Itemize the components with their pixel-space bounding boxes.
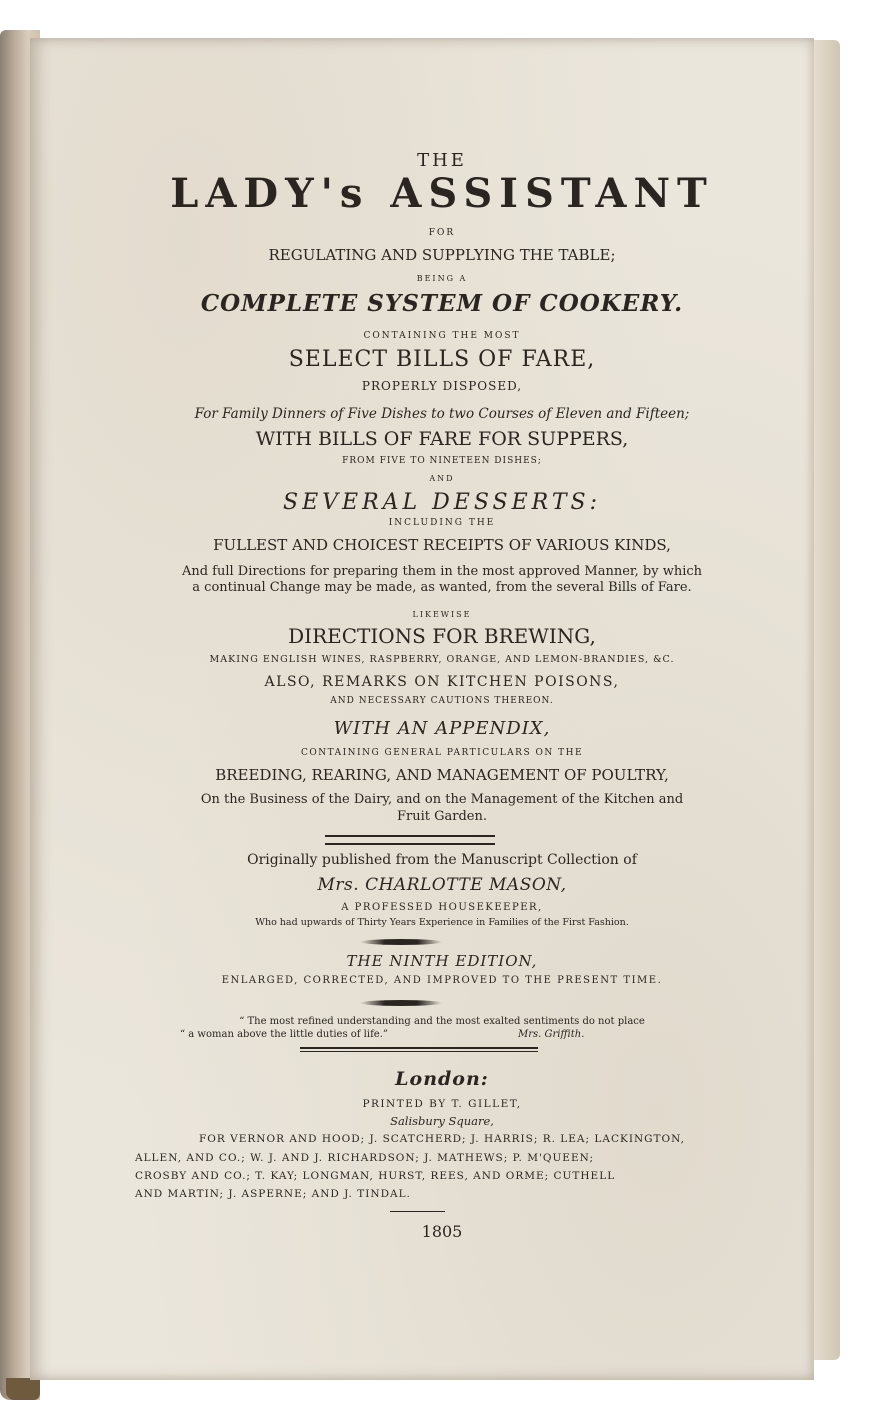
book-cover-corner (6, 1378, 40, 1400)
fullest-line: FULLEST AND CHOICEST RECEIPTS OF VARIOUS KINDS, (213, 536, 671, 554)
directions-line-2: a continual Change may be made, as wanted, from the several Bills of Fare. (192, 580, 692, 595)
year-rule (390, 1211, 445, 1212)
year-line: 1805 (421, 1222, 463, 1241)
title-page (30, 38, 814, 1380)
main-title: LADY's ASSISTANT (170, 170, 714, 217)
appendix-line: WITH AN APPENDIX, (333, 718, 551, 739)
being-a-line: BEING A (416, 274, 468, 283)
ornament-2 (360, 1000, 442, 1006)
author-line: Mrs. CHARLOTTE MASON, (317, 875, 567, 895)
properly-disposed-line: PROPERLY DISPOSED, (361, 379, 523, 393)
edition-line: THE NINTH EDITION, (346, 952, 538, 970)
kitchen-poisons-line: ALSO, REMARKS ON KITCHEN POISONS, (264, 674, 620, 690)
with-bills-line: WITH BILLS OF FARE FOR SUPPERS, (255, 428, 629, 450)
ornamental-rule-1 (325, 835, 495, 845)
booksellers-line-4: AND MARTIN; J. ASPERNE; AND J. TINDAL. (135, 1188, 411, 1200)
experience-line: Who had upwards of Thirty Years Experience in Families of the First Fashion. (255, 917, 629, 928)
general-particulars-line: CONTAINING GENERAL PARTICULARS ON THE (300, 748, 584, 758)
from-five-line: FROM FIVE TO NINETEEN DISHES; (342, 456, 542, 466)
containing-most-line: CONTAINING THE MOST (363, 331, 521, 341)
quote-line-1: “ The most refined understanding and the most exalted sentiments do not place (239, 1016, 645, 1027)
directions-line-1: And full Directions for preparing them in the most approved Manner, by which (181, 564, 703, 579)
booksellers-line-2: ALLEN, AND CO.; W. J. AND J. RICHARDSON; J. MATHEWS; P. M'QUEEN; (135, 1152, 594, 1164)
and-line: AND (429, 474, 455, 483)
english-wines-line: MAKING ENGLISH WINES, RASPBERRY, ORANGE, AND LEMON-BRANDIES, &C. (209, 654, 675, 665)
enlarged-line: ENLARGED, CORRECTED, AND IMPROVED TO THE PRESENT TIME. (221, 975, 663, 986)
brewing-line: DIRECTIONS FOR BREWING, (288, 624, 596, 648)
the-heading: THE (417, 150, 467, 171)
complete-system-line: COMPLETE SYSTEM OF COOKERY. (200, 290, 684, 317)
booksellers-line-3: CROSBY AND CO.; T. KAY; LONGMAN, HURST, REES, AND ORME; CUTHELL (135, 1170, 616, 1182)
dairy-line-1: On the Business of the Dairy, and on the Management of the Kitchen and (200, 792, 684, 807)
salisbury-line: Salisbury Square, (390, 1114, 494, 1128)
cautions-line: AND NECESSARY CAUTIONS THEREON. (330, 696, 554, 706)
quote-rule-top (300, 1047, 538, 1049)
including-line: INCLUDING THE (388, 518, 496, 528)
housekeeper-line: A PROFESSED HOUSEKEEPER, (341, 902, 543, 913)
london-line: London: (395, 1068, 489, 1090)
likewise-line: LIKEWISE (412, 610, 472, 619)
several-desserts-line: SEVERAL DESSERTS: (283, 490, 601, 515)
quote-attribution: Mrs. Griffith. (518, 1029, 585, 1040)
family-dinners-line: For Family Dinners of Five Dishes to two Courses of Eleven and Fifteen; (194, 406, 690, 422)
poultry-line: BREEDING, REARING, AND MANAGEMENT OF POULTRY, (215, 766, 669, 784)
printed-by-line: PRINTED BY T. GILLET, (362, 1098, 522, 1110)
for-line: FOR (428, 228, 456, 238)
select-bills-line: SELECT BILLS OF FARE, (288, 347, 596, 372)
quote-line-2: “ a woman above the little duties of life.” (180, 1029, 388, 1040)
booksellers-line-1: FOR VERNOR AND HOOD; J. SCATCHERD; J. HARRIS; R. LEA; LACKINGTON, (198, 1133, 686, 1145)
dairy-line-2: Fruit Garden. (397, 809, 487, 824)
ornament-1 (360, 939, 442, 945)
quote-rule-bottom (300, 1051, 538, 1052)
regulating-line: REGULATING AND SUPPLYING THE TABLE; (268, 246, 616, 264)
originally-line: Originally published from the Manuscript Collection of (247, 852, 637, 868)
